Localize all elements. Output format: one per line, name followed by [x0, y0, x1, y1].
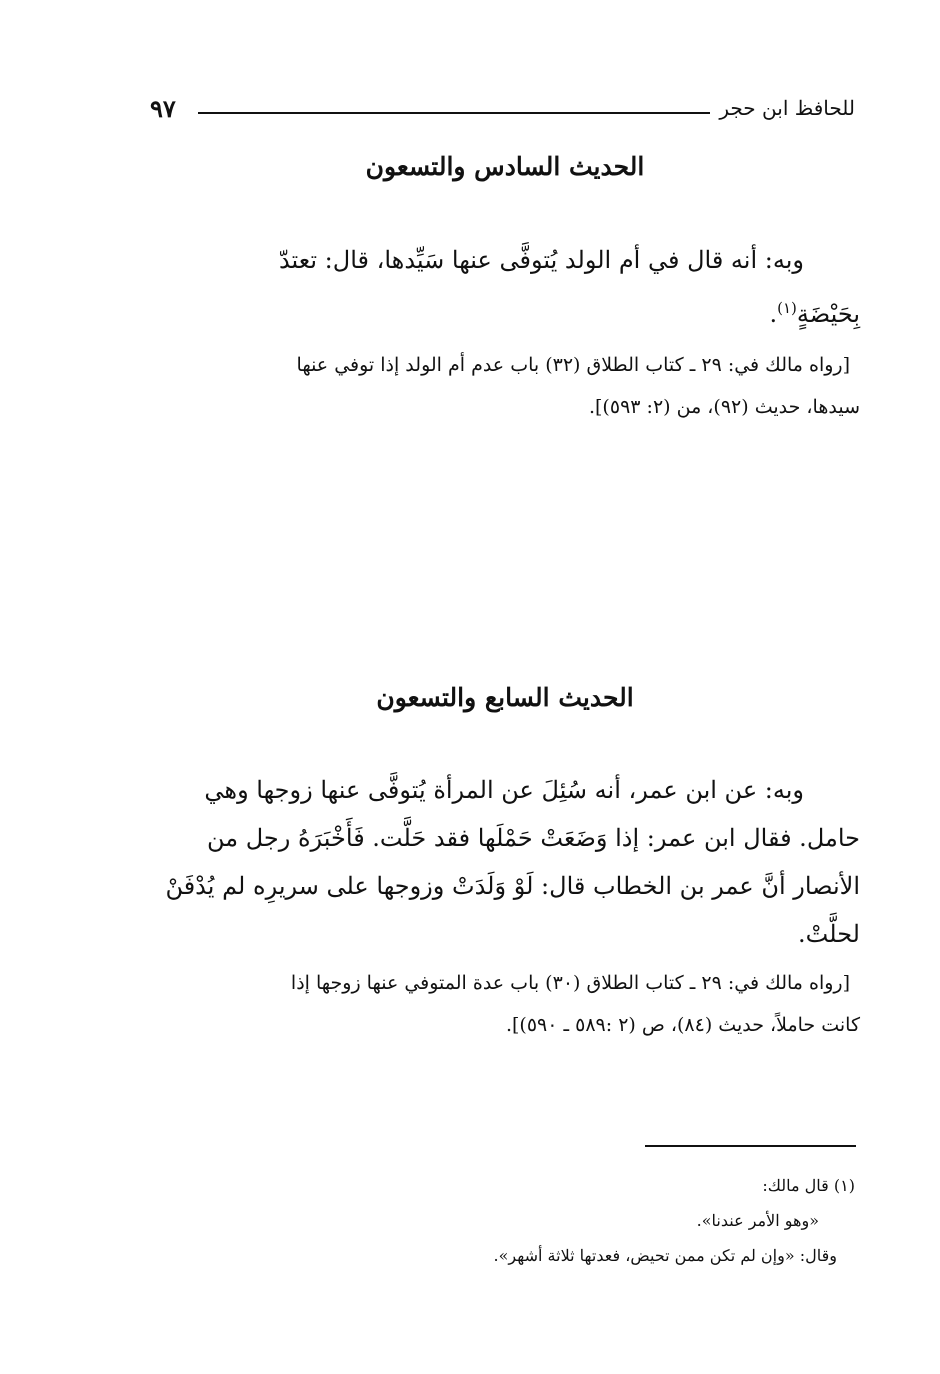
hadith-97-text-line-1: وبه: عن ابن عمر، أنه سُئِلَ عن المرأة يُتوفَّى عنها زوجها وهي	[204, 776, 804, 804]
page-header	[150, 92, 855, 126]
page-number: ٩٧	[150, 94, 176, 123]
hadith-97-title: الحديث السابع والتسعون	[376, 683, 634, 712]
hadith-97-text-line-2: حامل. فقال ابن عمر: إذا وَضَعَتْ حَمْلَها فقد حَلَّت. فَأَخْبَرَهُ رجل من	[207, 824, 860, 852]
hadith-97-text-line-4: لحلَّتْ.	[798, 920, 860, 948]
hadith-96-title: الحديث السادس والتسعون	[365, 152, 645, 181]
header-rule	[198, 112, 710, 114]
hadith-96-reference-line-1: [رواه مالك في: ٢٩ ـ كتاب الطلاق (٣٢) باب عدم أم الولد إذا توفي عنها	[296, 354, 850, 376]
hadith-96-reference-line-2: سيدها، حديث (٩٢)، من (٢: ٥٩٣)].	[588, 396, 860, 418]
hadith-96-text-line-2-word: بِحَيْضَةٍ	[796, 300, 860, 328]
footnote-1-line-1: (١) قال مالك:	[762, 1176, 855, 1195]
hadith-97-reference-line-1: [رواه مالك في: ٢٩ ـ كتاب الطلاق (٣٠) باب عدة المتوفي عنها زوجها إذا	[290, 972, 850, 994]
hadith-96-text	[150, 236, 860, 338]
footnotes	[300, 1168, 855, 1273]
hadith-97-reference-line-2: كانت حاملاً، حديث (٨٤)، ص (٢ :٥٨٩ ـ ٥٩٠)].	[505, 1014, 860, 1036]
running-title: للحافظ ابن حجر	[719, 96, 855, 120]
hadith-97-text-line-3: الأنصار أنَّ عمر بن الخطاب قال: لَوْ وَلَدَتْ وزوجها على سريرِه لم يُدْفَنْ	[165, 872, 860, 900]
footnote-1-line-2: «وهو الأمر عندنا».	[696, 1211, 819, 1230]
hadith-96-reference	[150, 344, 860, 428]
footnote-marker-1: (١)	[777, 299, 797, 317]
hadith-96-text-end: .	[769, 300, 778, 328]
hadith-97-text	[150, 766, 860, 958]
footnote-separator	[645, 1145, 856, 1147]
footnote-1-line-3: وقال: «وإن لم تكن ممن تحيض، فعدتها ثلاثة أشهر».	[493, 1246, 837, 1265]
hadith-96-text-line-2	[769, 300, 860, 328]
hadith-97-reference	[150, 962, 860, 1046]
hadith-96-text-line-1: وبه: أنه قال في أم الولد يُتوفَّى عنها سَيِّدها، قال: تعتدّ	[278, 246, 804, 274]
